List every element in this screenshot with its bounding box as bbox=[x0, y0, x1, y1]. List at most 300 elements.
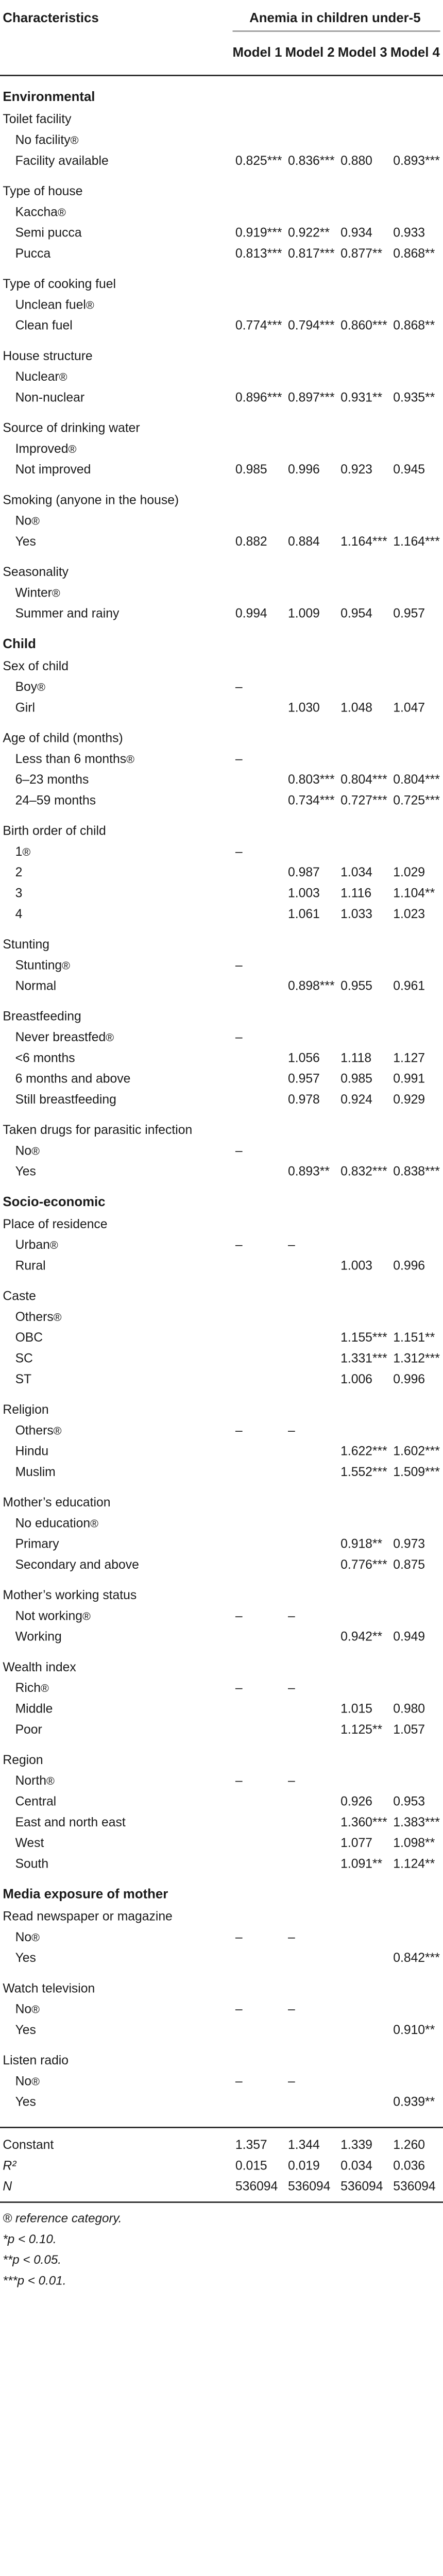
category-name: Central bbox=[15, 1793, 57, 1808]
model-4-value: 1.023 bbox=[393, 906, 425, 920]
category-label bbox=[0, 369, 235, 383]
reference-mark: ® bbox=[52, 586, 60, 599]
model-1-value: 0.882 bbox=[235, 534, 267, 548]
variable-heading bbox=[0, 1005, 443, 1026]
variable-name: Age of child (months) bbox=[3, 730, 123, 744]
table-row bbox=[0, 1832, 443, 1853]
category-label bbox=[0, 1050, 235, 1064]
variable-heading bbox=[0, 1285, 443, 1306]
category-label bbox=[0, 441, 235, 455]
variable-heading bbox=[0, 561, 443, 581]
category-name: Yes bbox=[15, 1950, 36, 1964]
model-1-value: 0.896*** bbox=[235, 389, 282, 404]
category-name: 3 bbox=[15, 885, 23, 900]
model-4-stat: 1.260 bbox=[393, 2137, 425, 2151]
reference-mark: ® bbox=[82, 1609, 91, 1622]
variable-name: House structure bbox=[3, 348, 93, 362]
stat-row bbox=[0, 2133, 443, 2154]
variable-name: Smoking (anyone in the house) bbox=[3, 492, 179, 506]
category-label bbox=[0, 793, 235, 807]
stat-label: Constant bbox=[3, 2137, 54, 2151]
table-row bbox=[0, 1533, 443, 1553]
variable-heading bbox=[0, 1213, 443, 1233]
category-label bbox=[0, 1815, 235, 1828]
table-row bbox=[0, 975, 443, 995]
table-row bbox=[0, 769, 443, 789]
variable-name: Listen radio bbox=[3, 2053, 69, 2067]
table-header bbox=[0, 0, 443, 76]
category-name: Summer and rainy bbox=[15, 605, 120, 620]
category-name: Boy bbox=[15, 679, 38, 693]
model-4-value: 0.991 bbox=[393, 1071, 425, 1085]
table-row bbox=[0, 366, 443, 386]
table-row bbox=[0, 129, 443, 149]
model-2-value: 0.996 bbox=[288, 462, 320, 476]
variable-heading bbox=[0, 1398, 443, 1419]
model-1-value: – bbox=[235, 957, 243, 972]
model-4-value: 1.602*** bbox=[393, 1443, 440, 1458]
model-3-value: 0.832*** bbox=[340, 1163, 387, 1178]
reference-mark: ® bbox=[53, 1310, 62, 1323]
model-1-value: – bbox=[235, 679, 243, 693]
model-3-value: 0.954 bbox=[340, 605, 372, 620]
table-row bbox=[0, 1718, 443, 1739]
reference-mark: ® bbox=[53, 1424, 62, 1437]
model-2-value: 0.734*** bbox=[288, 792, 335, 807]
stat-label: N bbox=[3, 2178, 12, 2193]
category-name: Middle bbox=[15, 1701, 53, 1715]
table-row bbox=[0, 1419, 443, 1440]
category-name: Urban bbox=[15, 1237, 50, 1251]
model-1-value: – bbox=[235, 2073, 243, 2088]
model-4-value: 0.996 bbox=[393, 1371, 425, 1385]
table-row bbox=[0, 1088, 443, 1109]
section-title: Socio-economic bbox=[3, 1194, 106, 1210]
model-1-value: 0.774*** bbox=[235, 317, 282, 332]
table-row bbox=[0, 1067, 443, 1088]
reference-mark: ® bbox=[46, 1774, 55, 1787]
table-row bbox=[0, 510, 443, 530]
variable-name: Watch television bbox=[3, 1980, 95, 1995]
variable-heading bbox=[0, 108, 443, 129]
variable-heading bbox=[0, 2049, 443, 2070]
model-1-value: – bbox=[235, 1237, 243, 1251]
table-row bbox=[0, 1811, 443, 1832]
category-label bbox=[0, 1856, 235, 1870]
footnote: *p < 0.10. bbox=[3, 2232, 57, 2246]
model-3-value: 0.804*** bbox=[340, 772, 387, 786]
category-name: Less than 6 months bbox=[15, 751, 127, 765]
category-label bbox=[0, 2002, 235, 2015]
variable-name: Region bbox=[3, 1752, 43, 1766]
variable-name: Caste bbox=[3, 1288, 36, 1302]
category-label bbox=[0, 1608, 235, 1622]
category-name: Yes bbox=[15, 1163, 36, 1178]
category-label bbox=[0, 1444, 235, 1458]
category-label bbox=[0, 1309, 235, 1323]
category-label bbox=[0, 1029, 235, 1043]
model-2-value: – bbox=[288, 2073, 295, 2088]
table-row bbox=[0, 1047, 443, 1067]
category-label bbox=[0, 462, 235, 476]
model-3-value: 0.776*** bbox=[340, 1557, 387, 1571]
model-3-value: 1.118 bbox=[340, 1050, 372, 1064]
table-row bbox=[0, 1347, 443, 1368]
model-3-value: 0.926 bbox=[340, 1793, 372, 1808]
footnote: **p < 0.05. bbox=[3, 2252, 62, 2267]
model-1-value: – bbox=[235, 1773, 243, 1787]
model-3-stat: 1.339 bbox=[340, 2137, 372, 2151]
reference-mark: ® bbox=[31, 1144, 40, 1157]
reference-mark: ® bbox=[70, 133, 79, 146]
variable-name: Stunting bbox=[3, 937, 49, 951]
spacer bbox=[0, 1275, 443, 1285]
category-name: OBC bbox=[15, 1330, 43, 1344]
category-label bbox=[0, 1143, 235, 1157]
model-4-value: 1.047 bbox=[393, 700, 425, 714]
model-2-value: 1.009 bbox=[288, 605, 320, 620]
category-name: 1 bbox=[15, 844, 23, 858]
model-4-value: 0.980 bbox=[393, 1701, 425, 1715]
characteristics-heading: Characteristics bbox=[3, 11, 99, 27]
category-label bbox=[0, 297, 235, 311]
model-2-value: – bbox=[288, 1608, 295, 1622]
section-title: Child bbox=[3, 636, 36, 652]
model-2-value: 1.056 bbox=[288, 1050, 320, 1064]
table-row bbox=[0, 1770, 443, 1790]
table-row bbox=[0, 602, 443, 623]
category-label bbox=[0, 772, 235, 786]
category-label bbox=[0, 1835, 235, 1849]
model-4-value: 1.312*** bbox=[393, 1350, 440, 1365]
category-label bbox=[0, 585, 235, 599]
category-label bbox=[0, 153, 235, 167]
spacer bbox=[0, 924, 443, 934]
table-row bbox=[0, 1306, 443, 1326]
spacer bbox=[0, 407, 443, 417]
table-row bbox=[0, 1026, 443, 1046]
table-row bbox=[0, 386, 443, 407]
category-name: Facility available bbox=[15, 152, 109, 167]
category-name: Muslim bbox=[15, 1464, 56, 1478]
model-3-value: 1.155*** bbox=[340, 1330, 387, 1344]
model-2-value: 0.794*** bbox=[288, 317, 335, 332]
category-label bbox=[0, 700, 235, 714]
category-name: Kaccha bbox=[15, 204, 58, 218]
model-3-value: 0.934 bbox=[340, 225, 372, 239]
table-row bbox=[0, 882, 443, 903]
category-label bbox=[0, 1773, 235, 1787]
model-2-value: 0.884 bbox=[288, 534, 320, 548]
category-name: No education bbox=[15, 1515, 91, 1530]
category-name: Yes bbox=[15, 534, 36, 548]
table-row bbox=[0, 676, 443, 697]
table-row bbox=[0, 1461, 443, 1481]
category-name: Rural bbox=[15, 1258, 46, 1272]
stat-row bbox=[0, 2175, 443, 2196]
category-label bbox=[0, 204, 235, 218]
category-name: 4 bbox=[15, 906, 23, 920]
category-name: Working bbox=[15, 1629, 62, 1643]
spacer bbox=[0, 2111, 443, 2121]
table-footer bbox=[0, 2127, 443, 2294]
model-3-value: 1.116 bbox=[340, 885, 372, 900]
category-label bbox=[0, 865, 235, 878]
model-4-value: 0.939** bbox=[393, 2094, 435, 2108]
model-4-value: 0.949 bbox=[393, 1629, 425, 1643]
category-label bbox=[0, 1929, 235, 1943]
model-4-value: 0.838*** bbox=[393, 1163, 440, 1178]
model-3-value: 0.924 bbox=[340, 1092, 372, 1106]
model-4-value: 0.973 bbox=[393, 1536, 425, 1550]
model-3-value: 0.931** bbox=[340, 389, 383, 404]
category-name: Rich bbox=[15, 1680, 41, 1694]
footnotes bbox=[0, 2201, 443, 2294]
model-4-stat: 536094 bbox=[393, 2178, 436, 2193]
variable-heading bbox=[0, 820, 443, 840]
section-title: Environmental bbox=[3, 89, 95, 105]
category-name: Others bbox=[15, 1309, 54, 1323]
category-name: Clean fuel bbox=[15, 317, 73, 332]
table-row bbox=[0, 789, 443, 810]
model-4-value: 1.509*** bbox=[393, 1464, 440, 1478]
variable-heading bbox=[0, 1905, 443, 1926]
spacer bbox=[0, 1389, 443, 1399]
variable-name: Breastfeeding bbox=[3, 1008, 81, 1023]
spacer bbox=[0, 76, 443, 86]
model-4-value: 0.996 bbox=[393, 1258, 425, 1272]
variable-heading bbox=[0, 489, 443, 510]
variable-heading bbox=[0, 345, 443, 365]
model-4-value: 0.929 bbox=[393, 1092, 425, 1106]
model-1-value: – bbox=[235, 1608, 243, 1622]
table-row bbox=[0, 1998, 443, 2019]
table-row bbox=[0, 1255, 443, 1275]
model-3-value: 1.015 bbox=[340, 1701, 372, 1715]
variable-name: Seasonality bbox=[3, 564, 69, 579]
variable-heading bbox=[0, 1584, 443, 1605]
variable-name: Religion bbox=[3, 1402, 49, 1416]
table-row bbox=[0, 2070, 443, 2091]
model-2-value: 0.893** bbox=[288, 1163, 330, 1178]
variable-name: Sex of child bbox=[3, 658, 69, 672]
category-label bbox=[0, 1515, 235, 1529]
variable-heading bbox=[0, 1491, 443, 1512]
category-name: Girl bbox=[15, 700, 35, 714]
model-3-value: 1.164*** bbox=[340, 534, 387, 548]
category-name: 24–59 months bbox=[15, 792, 96, 807]
model-3-value: 1.360*** bbox=[340, 1814, 387, 1828]
model-2-value: 0.922** bbox=[288, 225, 330, 239]
variable-name: Type of cooking fuel bbox=[3, 276, 116, 291]
model-2-value: 0.978 bbox=[288, 1092, 320, 1106]
model-1-value: 0.985 bbox=[235, 462, 267, 476]
model-4-value: 0.868** bbox=[393, 317, 435, 332]
model-4-value: 0.910** bbox=[393, 2022, 435, 2036]
category-label bbox=[0, 246, 235, 260]
model-4-value: 1.124** bbox=[393, 1856, 435, 1870]
model-2-value: 1.003 bbox=[288, 885, 320, 900]
model-1-value: 0.919*** bbox=[235, 225, 282, 239]
spacer bbox=[0, 479, 443, 489]
category-label bbox=[0, 1701, 235, 1715]
model-4-value: 0.953 bbox=[393, 1793, 425, 1808]
table-row bbox=[0, 1698, 443, 1718]
category-label bbox=[0, 1629, 235, 1643]
reference-mark: ® bbox=[59, 370, 67, 383]
reference-mark: ® bbox=[90, 1517, 98, 1530]
model-3-value: 0.955 bbox=[340, 978, 372, 992]
section-title: Media exposure of mother bbox=[3, 1886, 168, 1902]
model-3-stat: 536094 bbox=[340, 2178, 383, 2193]
category-label bbox=[0, 1680, 235, 1694]
model-4-value: 1.127 bbox=[393, 1050, 425, 1064]
section-heading bbox=[0, 86, 443, 108]
reference-mark: ® bbox=[62, 959, 71, 972]
category-label bbox=[0, 1330, 235, 1344]
table-row bbox=[0, 903, 443, 923]
variable-name: Type of house bbox=[3, 183, 83, 197]
variable-heading bbox=[0, 1656, 443, 1676]
model-2-value: 0.897*** bbox=[288, 389, 335, 404]
table-row bbox=[0, 1553, 443, 1574]
category-label bbox=[0, 886, 235, 900]
variable-heading bbox=[0, 1977, 443, 1998]
model-3-value: 0.877** bbox=[340, 246, 383, 260]
variable-name: Mother’s education bbox=[3, 1495, 111, 1509]
category-name: No bbox=[15, 1929, 32, 1943]
table-row bbox=[0, 954, 443, 975]
model-2-value: 1.030 bbox=[288, 700, 320, 714]
spacer bbox=[0, 1574, 443, 1584]
model-3-value: 1.034 bbox=[340, 865, 372, 879]
model-1-heading: Model 1 bbox=[232, 45, 282, 61]
category-name: Still breastfeeding bbox=[15, 1092, 116, 1106]
model-3-value: 0.942** bbox=[340, 1629, 383, 1643]
spanner-rule bbox=[233, 30, 440, 32]
model-4-value: 1.164*** bbox=[393, 534, 440, 548]
model-1-value: – bbox=[235, 1143, 243, 1157]
spacer bbox=[0, 335, 443, 345]
table-row bbox=[0, 1625, 443, 1646]
spacer bbox=[0, 623, 443, 633]
model-1-value: 0.813*** bbox=[235, 246, 282, 260]
model-3-value: 0.860*** bbox=[340, 317, 387, 332]
category-label bbox=[0, 1351, 235, 1365]
model-3-stat: 0.034 bbox=[340, 2158, 372, 2172]
model-2-value: – bbox=[288, 1680, 295, 1694]
category-label bbox=[0, 1371, 235, 1385]
category-name: West bbox=[15, 1835, 44, 1850]
model-1-value: – bbox=[235, 1680, 243, 1694]
model-3-value: 0.880 bbox=[340, 152, 372, 167]
model-3-value: 1.077 bbox=[340, 1835, 372, 1850]
variable-heading bbox=[0, 1119, 443, 1140]
variable-name: Place of residence bbox=[3, 1216, 108, 1230]
model-2-value: – bbox=[288, 1422, 295, 1437]
model-4-value: 0.842*** bbox=[393, 1950, 440, 1964]
category-name: Poor bbox=[15, 1721, 42, 1736]
category-name: South bbox=[15, 1856, 49, 1870]
model-4-value: 0.935** bbox=[393, 389, 435, 404]
model-4-value: 0.725*** bbox=[393, 792, 440, 807]
category-label bbox=[0, 1071, 235, 1085]
category-name: East and north east bbox=[15, 1814, 126, 1828]
variable-name: Source of drinking water bbox=[3, 420, 140, 434]
model-3-value: 1.033 bbox=[340, 906, 372, 920]
table-row bbox=[0, 314, 443, 335]
model-1-value: – bbox=[235, 1422, 243, 1437]
category-name: No bbox=[15, 2073, 32, 2088]
variable-heading bbox=[0, 273, 443, 293]
category-name: Not improved bbox=[15, 462, 91, 476]
model-1-stat: 536094 bbox=[235, 2178, 278, 2193]
section-heading bbox=[0, 1191, 443, 1213]
model-3-value: 1.552*** bbox=[340, 1464, 387, 1478]
category-label bbox=[0, 1237, 235, 1251]
category-name: Non-nuclear bbox=[15, 389, 85, 404]
category-label bbox=[0, 957, 235, 971]
model-4-value: 1.383*** bbox=[393, 1814, 440, 1828]
category-label bbox=[0, 1722, 235, 1736]
category-label bbox=[0, 2022, 235, 2036]
model-4-value: 1.057 bbox=[393, 1721, 425, 1736]
category-name: Yes bbox=[15, 2022, 36, 2036]
category-name: North bbox=[15, 1773, 46, 1787]
reference-mark: ® bbox=[86, 298, 94, 311]
category-name: <6 months bbox=[15, 1050, 75, 1064]
category-name: SC bbox=[15, 1350, 33, 1365]
reference-mark: ® bbox=[40, 1681, 49, 1694]
category-name: Stunting bbox=[15, 957, 62, 972]
table-row bbox=[0, 1160, 443, 1181]
model-4-value: 0.893*** bbox=[393, 152, 440, 167]
model-4-value: 0.957 bbox=[393, 605, 425, 620]
footnote: ® reference category. bbox=[3, 2211, 122, 2225]
table-row bbox=[0, 2091, 443, 2111]
model-2-value: 0.803*** bbox=[288, 772, 335, 786]
table-row bbox=[0, 2019, 443, 2039]
anemia-spanner-heading: Anemia in children under-5 bbox=[249, 11, 421, 27]
table-row bbox=[0, 1368, 443, 1388]
spacer bbox=[0, 171, 443, 180]
model-4-value: 1.029 bbox=[393, 865, 425, 879]
category-name: Improved bbox=[15, 440, 69, 455]
model-2-value: 0.898*** bbox=[288, 978, 335, 992]
table-row bbox=[0, 748, 443, 768]
table-row bbox=[0, 582, 443, 602]
table-row bbox=[0, 1605, 443, 1625]
reference-mark: ® bbox=[31, 2003, 40, 2015]
model-4-value: 1.098** bbox=[393, 1835, 435, 1850]
table-body bbox=[0, 76, 443, 2121]
spacer bbox=[0, 1109, 443, 1119]
model-4-value: 0.933 bbox=[393, 225, 425, 239]
category-name: Primary bbox=[15, 1536, 59, 1550]
stat-row bbox=[0, 2155, 443, 2175]
variable-name: Wealth index bbox=[3, 1659, 76, 1673]
spacer bbox=[0, 1181, 443, 1191]
model-1-value: – bbox=[235, 751, 243, 765]
category-label bbox=[0, 225, 235, 239]
model-3-value: 1.091** bbox=[340, 1856, 383, 1870]
reference-mark: ® bbox=[31, 2075, 40, 2088]
model-3-value: 1.006 bbox=[340, 1371, 372, 1385]
table-row bbox=[0, 437, 443, 458]
reference-mark: ® bbox=[22, 845, 31, 858]
category-name: Yes bbox=[15, 2094, 36, 2108]
model-1-value: – bbox=[235, 1929, 243, 1943]
